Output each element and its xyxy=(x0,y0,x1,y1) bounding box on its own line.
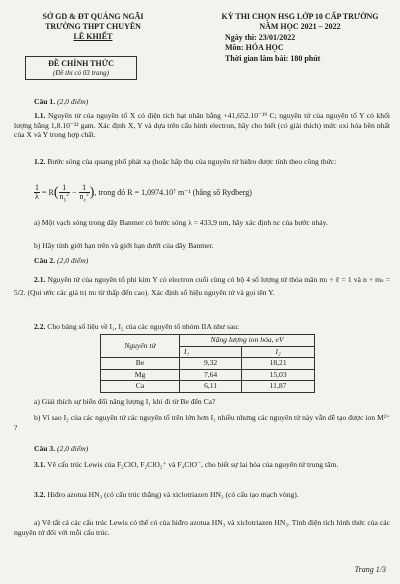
q12-label: 1.2. xyxy=(34,157,46,166)
question-1-2a: a) Một vạch sóng trong dãy Banmer có bước sóng λ = 433,9 nm, hãy xác định nc của bước nhảy. xyxy=(34,218,328,227)
th-energy: Năng lượng ion hóa, eV xyxy=(180,335,315,347)
q31-label: 3.1. xyxy=(34,460,46,469)
formula-lhs: $\frac{1}{\lambda}$ xyxy=(35,183,39,202)
th-i2: I₂ xyxy=(242,346,315,358)
cell-i2: 18,21 xyxy=(242,358,315,370)
question-3-2a: a) Vẽ tất cả các cấu trúc Lewis có thể có của hiđro azotua HN₃ và xiclotriazen HN₃. Tính điện tích hình thức của các nguyên tử đối với mỗi cấu trúc. xyxy=(14,518,390,537)
q21-text: Nguyên tử của nguyên tố phi kim Y có electron cuối cùng có bộ 4 số lượng tử thỏa mãn mₗ + ℓ = 1 và n + mₛ = 5/2. (Qui ước các giá trị mₗ từ thấp đến cao). Xác định số hiệu nguyên tử và gọi tên Y. xyxy=(14,275,390,298)
th-i1: I₁ xyxy=(180,346,242,358)
cell-element: Mg xyxy=(101,369,180,381)
cell-i1: 6,11 xyxy=(180,381,242,393)
department-name: SỞ GD & ĐT QUẢNG NGÃI xyxy=(42,12,144,21)
th-element: Nguyên tử xyxy=(101,335,180,358)
question-3-1 xyxy=(14,460,390,470)
question-1-2b: b) Hãy tính giới hạn trên và giới hạn dưới của dãy Banmer. xyxy=(34,241,214,250)
q2-title: Câu 2. xyxy=(34,256,56,265)
question-1-heading xyxy=(14,97,390,107)
cell-i2: 15,03 xyxy=(242,369,315,381)
question-2-2a: a) Giải thích sự biến đổi năng lượng I₁ khi đi từ Be đến Ca? xyxy=(34,397,216,406)
cell-element: Be xyxy=(101,358,180,370)
q12-text: Bước sóng của quang phổ phát xạ (hoặc hấp thụ của nguyên tử hiđro được tính theo công thức: xyxy=(47,157,337,166)
q22-label: 2.2. xyxy=(34,322,46,331)
table-row xyxy=(101,358,315,370)
formula-term-2: $\frac{1}{n_c^2}$ xyxy=(79,183,89,205)
exam-title: KỲ THI CHỌN HSG LỚP 10 CẤP TRƯỜNG xyxy=(221,12,379,21)
official-exam-box xyxy=(25,56,137,80)
school-name: TRƯỜNG THPT CHUYÊN xyxy=(45,22,141,31)
question-3-2 xyxy=(14,490,390,500)
q1-points: (2,0 điểm) xyxy=(57,97,89,106)
q3-points: (2,0 điểm) xyxy=(57,444,89,453)
question-1-1 xyxy=(14,111,390,140)
q11-label: 1.1. xyxy=(34,111,46,120)
question-3-heading xyxy=(14,444,390,454)
cell-element: Ca xyxy=(101,381,180,393)
q21-label: 2.1. xyxy=(34,275,46,284)
q32-text: Hiđro azotua HN₃ (có cấu trúc thẳng) và xiclotriazen HN₃ (có cấu tạo mạch vòng). xyxy=(47,490,299,499)
cell-i1: 9,32 xyxy=(180,358,242,370)
q1-title: Câu 1. xyxy=(34,97,56,106)
question-2-2 xyxy=(14,322,390,332)
question-1-2 xyxy=(14,157,390,167)
q3-title: Câu 3. xyxy=(34,444,56,453)
exam-header xyxy=(205,12,395,64)
formula-term-1: $\frac{1}{n_1^2}$ xyxy=(59,183,70,205)
official-title: ĐỀ CHÍNH THỨC xyxy=(48,59,114,68)
cell-i2: 11,87 xyxy=(242,381,315,393)
q22-text: Cho bảng số liệu về I₁, I₂ của các nguyên tố nhóm IIA như sau: xyxy=(47,322,240,331)
exam-date: Ngày thi: 23/01/2022 xyxy=(225,32,296,42)
question-2-1 xyxy=(14,273,390,300)
school-year: NĂM HỌC 2021 – 2022 xyxy=(259,22,341,32)
table-row xyxy=(101,381,315,393)
q2-points: (2,0 điểm) xyxy=(57,256,89,265)
q11-text: Nguyên tử của nguyên tố X có điện tích hạt nhân bằng +41,652.10⁻¹⁹ C; nguyên tử của nguyên tố Y có khối lượng bằng 1,8.10⁻²² gam. Xác định X, Y và dựa trên cấu hình electron, hãy cho biết (có giải thích) mức oxi hóa bền nhất của X và Y trong hợp chất. xyxy=(14,111,390,140)
question-2-2b: b) Vì sao I₂ của các nguyên tử các nguyên tố trên lớn hơn I₁ nhiều nhưng các nguyên tử này vẫn dễ tạo được ion M²⁺ ? xyxy=(14,413,390,432)
q32-label: 3.2. xyxy=(34,490,46,499)
official-subtitle: (Đề thi có 03 trang) xyxy=(53,69,109,78)
school-name-2: LÊ KHIẾT xyxy=(73,32,113,41)
school-header xyxy=(18,12,168,42)
exam-duration: Thời gian làm bài: 180 phút xyxy=(225,53,321,63)
rydberg-formula: $\frac{1}{\lambda}$ = R( $\frac{1}{n_1^2}$ − $\frac{1}{n_c^2}$ ), trong đó R = 1,0974.10⁷ m⁻¹ (hằng số Rydberg) xyxy=(35,183,252,205)
formula-suffix: , trong đó R = 1,0974.10⁷ m⁻¹ (hằng số Rydberg) xyxy=(94,187,252,197)
table-row xyxy=(101,369,315,381)
cell-i1: 7,64 xyxy=(180,369,242,381)
ionization-energy-table xyxy=(100,334,315,393)
q31-text: Vẽ cấu trúc Lewis của F₂ClO, F₂ClO₂⁺ và F₄ClO⁻, cho biết sự lai hóa của nguyên tử trung tâm. xyxy=(47,460,339,469)
exam-subject: Môn: HÓA HỌC xyxy=(225,43,284,53)
question-2-heading xyxy=(14,256,390,266)
page-number: Trang 1/3 xyxy=(354,565,386,574)
